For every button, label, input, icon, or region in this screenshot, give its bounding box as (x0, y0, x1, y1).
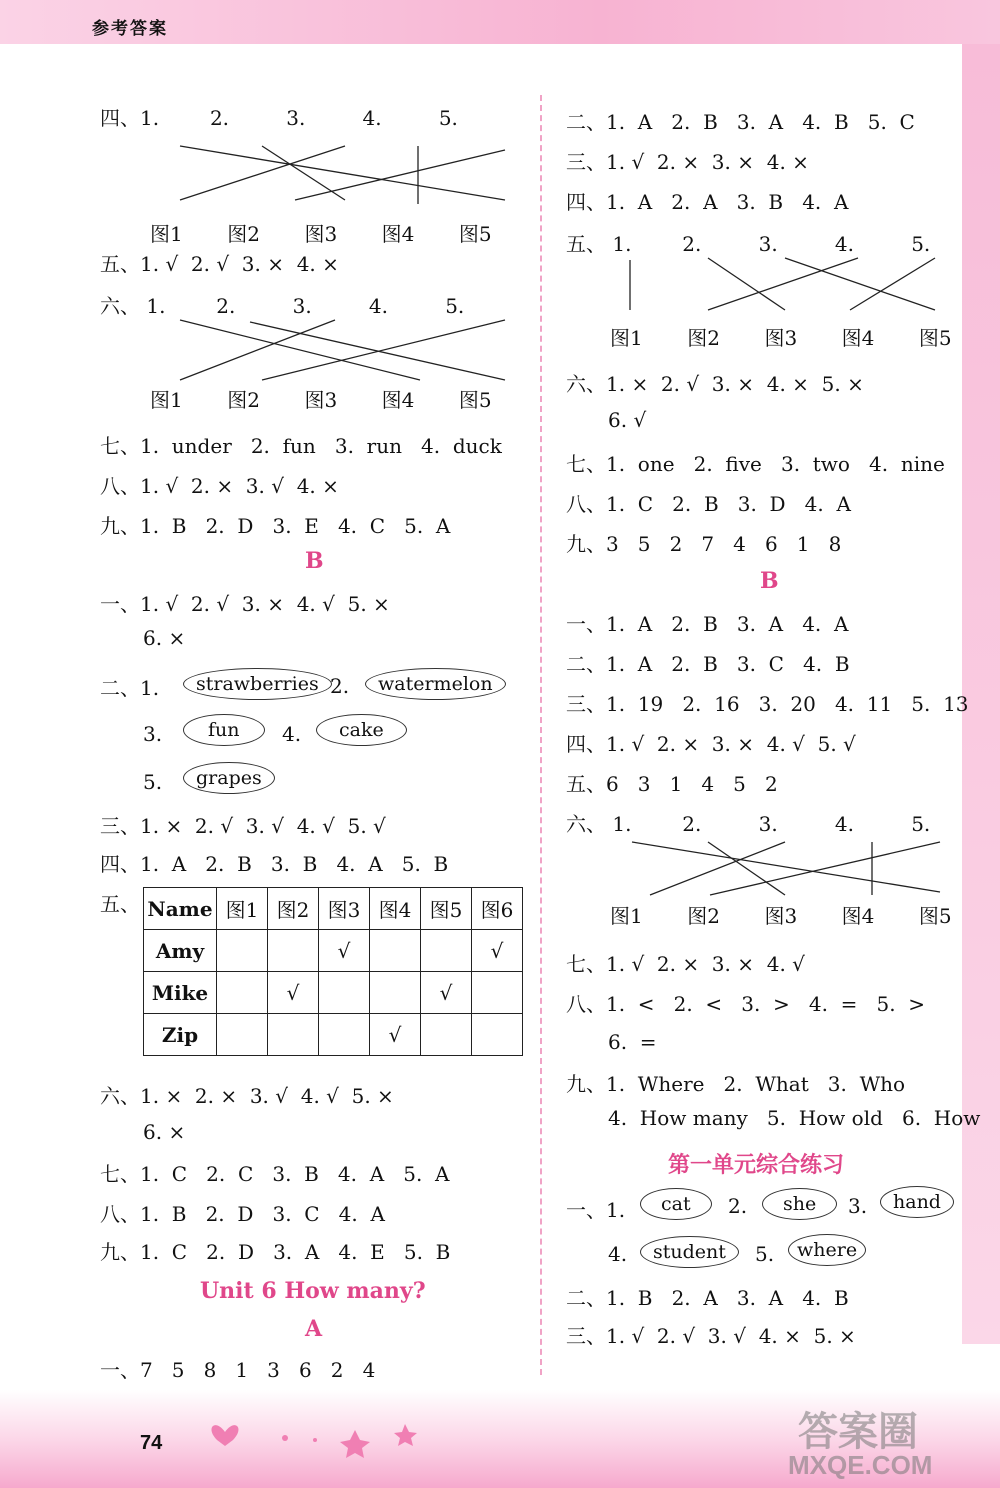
left-line: 七、1. C 2. C 3. B 4. A 5. A (100, 1162, 450, 1186)
section-heading: A (305, 1316, 323, 1342)
circled-answer: fun (183, 714, 265, 746)
table-cell: 图5 (421, 888, 472, 930)
page-number: 74 (140, 1432, 163, 1454)
table-cell: 图3 (319, 888, 370, 930)
table-cell (370, 972, 421, 1014)
right-line: 6. √ (608, 408, 647, 432)
table-cell (217, 1014, 268, 1056)
right-line: 九、3 5 2 7 4 6 1 8 (566, 532, 842, 556)
left-line: 一、1. √ 2. √ 3. × 4. √ 5. × (100, 592, 390, 616)
table-cell: √ (472, 930, 523, 972)
section-heading: B (760, 568, 779, 594)
left-line: 一、7 5 8 1 3 6 2 4 (100, 1358, 376, 1382)
right-line: 4. (608, 1242, 628, 1266)
left-line: 五、1. √ 2. √ 3. × 4. × (100, 252, 339, 276)
watermark (778, 1400, 978, 1480)
right-line: 九、1. Where 2. What 3. Who (566, 1072, 906, 1096)
table-cell: Amy (144, 930, 217, 972)
circled-answer: cat (640, 1188, 712, 1220)
left-line: 九、1. C 2. D 3. A 4. E 5. B (100, 1240, 451, 1264)
left-line: 6. × (143, 1120, 186, 1144)
circled-answer: strawberries (183, 668, 332, 700)
left-line: 三、1. × 2. √ 3. √ 4. √ 5. √ (100, 814, 386, 838)
table-cell (268, 1014, 319, 1056)
right-line: 5. (755, 1242, 775, 1266)
right-line: 四、1. √ 2. × 3. × 4. √ 5. √ (566, 732, 856, 756)
left-line: 二、1. (100, 676, 160, 700)
right-line: 七、1. one 2. five 3. two 4. nine (566, 452, 945, 476)
circled-answer: grapes (183, 762, 275, 794)
table-cell (217, 972, 268, 1014)
circled-answer: where (788, 1234, 866, 1266)
table-cell (472, 1014, 523, 1056)
table-header-row (144, 888, 523, 930)
left-line: 八、1. √ 2. × 3. √ 4. × (100, 474, 339, 498)
right-line: 八、1. C 2. B 3. D 4. A (566, 492, 851, 516)
right-line: 图1 图2 图3 图4 图5 (610, 904, 952, 928)
circled-answer: she (762, 1188, 837, 1220)
table-cell (421, 1014, 472, 1056)
table-cell (472, 972, 523, 1014)
right-line: 六、 1. 2. 3. 4. 5. (566, 812, 931, 836)
unit-heading: Unit 6 How many? (200, 1278, 426, 1304)
right-line: 一、1. A 2. B 3. A 4. A (566, 612, 849, 636)
left-line: 四、1. A 2. B 3. B 4. A 5. B (100, 852, 449, 876)
table-row (144, 972, 523, 1014)
right-line: 二、1. A 2. B 3. A 4. B 5. C (566, 110, 915, 134)
left-line: 九、1. B 2. D 3. E 4. C 5. A (100, 514, 451, 538)
table-cell (370, 930, 421, 972)
left-line: 4. (282, 722, 302, 746)
circled-answer: hand (880, 1186, 954, 1218)
review-heading: 第一单元综合练习 (668, 1152, 845, 1178)
right-line: 七、1. √ 2. × 3. × 4. √ (566, 952, 805, 976)
left-line: 八、1. B 2. D 3. C 4. A (100, 1202, 385, 1226)
right-line: 图1 图2 图3 图4 图5 (610, 326, 952, 350)
watermark-url: MXQE.COM (788, 1450, 933, 1480)
right-line: 六、1. × 2. √ 3. × 4. × 5. × (566, 372, 864, 396)
table-cell: Mike (144, 972, 217, 1014)
left-line: 3. (143, 722, 163, 746)
left-line: 六、 1. 2. 3. 4. 5. (100, 294, 465, 318)
watermark-text: 答案圈 (798, 1410, 918, 1454)
right-line: 四、1. A 2. A 3. B 4. A (566, 190, 849, 214)
right-line: 三、1. √ 2. √ 3. √ 4. × 5. × (566, 1324, 856, 1348)
table-cell (268, 930, 319, 972)
right-line: 五、6 3 1 4 5 2 (566, 772, 778, 796)
right-line: 6. = (608, 1030, 657, 1054)
right-line: 2. (728, 1194, 748, 1218)
left-line: 5. (143, 770, 163, 794)
header-title: 参考答案 (92, 19, 168, 39)
circled-answer: watermelon (365, 668, 506, 700)
left-line: 2. (330, 674, 350, 698)
table-cell: 图2 (268, 888, 319, 930)
right-line: 三、1. 19 2. 16 3. 20 4. 11 5. 13 (566, 692, 969, 716)
table-cell: 图1 (217, 888, 268, 930)
left-line: 图1 图2 图3 图4 图5 (150, 388, 492, 412)
circled-answer: student (640, 1236, 739, 1268)
right-line: 二、1. A 2. B 3. C 4. B (566, 652, 850, 676)
table-row (144, 1014, 523, 1056)
heart-decoration-icon (205, 1410, 435, 1450)
left-line: 七、1. under 2. fun 3. run 4. duck (100, 434, 502, 458)
table-cell: Name (144, 888, 217, 930)
circled-answer: cake (316, 714, 407, 746)
left-line: 图1 图2 图3 图4 图5 (150, 222, 492, 246)
table-cell: √ (370, 1014, 421, 1056)
table-cell: √ (421, 972, 472, 1014)
right-line: 3. (848, 1194, 868, 1218)
left-line: 六、1. × 2. × 3. √ 4. √ 5. × (100, 1084, 394, 1108)
left-line: 四、1. 2. 3. 4. 5. (100, 106, 458, 130)
right-line: 八、1. < 2. < 3. > 4. = 5. > (566, 992, 926, 1016)
table-cell: 图4 (370, 888, 421, 930)
table-cell: 图6 (472, 888, 523, 930)
right-line: 一、1. (566, 1198, 626, 1222)
table-cell (319, 1014, 370, 1056)
left-line: 6. × (143, 626, 186, 650)
section-heading: B (305, 548, 324, 574)
table-cell: Zip (144, 1014, 217, 1056)
table-row (144, 930, 523, 972)
table-cell: √ (268, 972, 319, 1014)
table-cell (319, 972, 370, 1014)
table-cell: √ (319, 930, 370, 972)
answer-table (143, 887, 523, 1056)
right-line: 三、1. √ 2. × 3. × 4. × (566, 150, 809, 174)
table-cell (421, 930, 472, 972)
left-line: 五、 (100, 892, 140, 916)
right-line: 二、1. B 2. A 3. A 4. B (566, 1286, 849, 1310)
right-line: 五、 1. 2. 3. 4. 5. (566, 232, 931, 256)
right-line: 4. How many 5. How old 6. How (608, 1106, 981, 1130)
table-cell (217, 930, 268, 972)
